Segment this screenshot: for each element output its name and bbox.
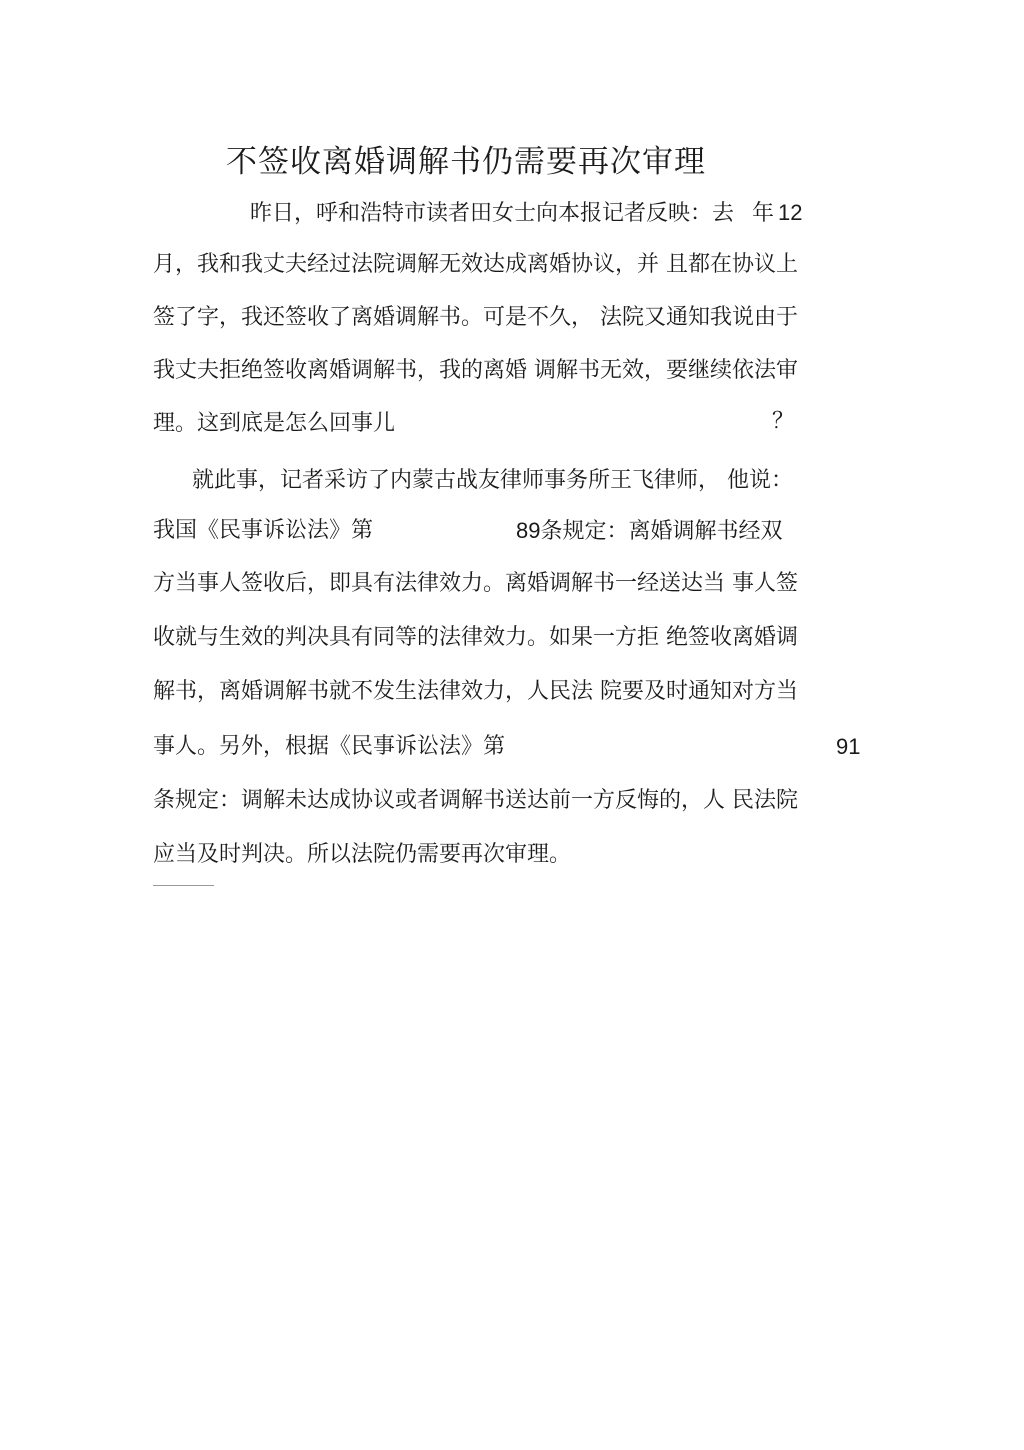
paragraph2-line2-text: 我国《民事诉讼法》第: [153, 518, 374, 543]
paragraph1-line1: [250, 198, 803, 229]
paragraph1-line5: 理。这到底是怎么回事儿: [153, 411, 396, 436]
article-number-89: 89: [516, 518, 541, 543]
paragraph1-line2: 月，我和我丈夫经过法院调解无效达成离婚协议，并 且都在协议上: [153, 252, 798, 277]
paragraph1-line3: 签了字，我还签收了离婚调解书。可是不久， 法院又通知我说由于: [153, 305, 798, 330]
paragraph2-line4: 收就与生效的判决具有同等的法律效力。如果一方拒 绝签收离婚调: [153, 625, 798, 650]
paragraph1-line1-text: 昨日，呼和浩特市读者田女士向本报记者反映：去: [250, 201, 735, 226]
paragraph2-line1: 就此事，记者采访了内蒙古战友律师事务所王飞律师， 他说：: [192, 468, 793, 493]
paragraph2-line2-rest: [516, 516, 783, 547]
paragraph1-year-word: 年: [752, 201, 775, 226]
paragraph2-line5: 解书，离婚调解书就不发生法律效力，人民法 院要及时通知对方当: [153, 679, 798, 704]
document-title: 不签收离婚调解书仍需要再次审理: [226, 144, 706, 180]
paragraph2-line2-tail: 条规定：离婚调解书经双: [540, 519, 783, 544]
footnote-separator-rule: [153, 885, 214, 886]
paragraph1-year-number: 12: [778, 200, 803, 225]
article-number-91: 91: [836, 734, 861, 759]
paragraph1-line4: 我丈夫拒绝签收离婚调解书，我的离婚 调解书无效，要继续依法审: [153, 358, 798, 383]
paragraph2-line8: 应当及时判决。所以法院仍需要再次审理。: [153, 842, 572, 867]
paragraph2-line6-text: 事人。另外，根据《民事诉讼法》第: [153, 734, 506, 759]
paragraph1-question-mark: ？: [772, 409, 795, 434]
paragraph2-line7: 条规定：调解未达成协议或者调解书送达前一方反悔的，人 民法院: [153, 788, 798, 813]
paragraph2-line3: 方当事人签收后，即具有法律效力。离婚调解书一经送达当 事人签: [153, 571, 798, 596]
